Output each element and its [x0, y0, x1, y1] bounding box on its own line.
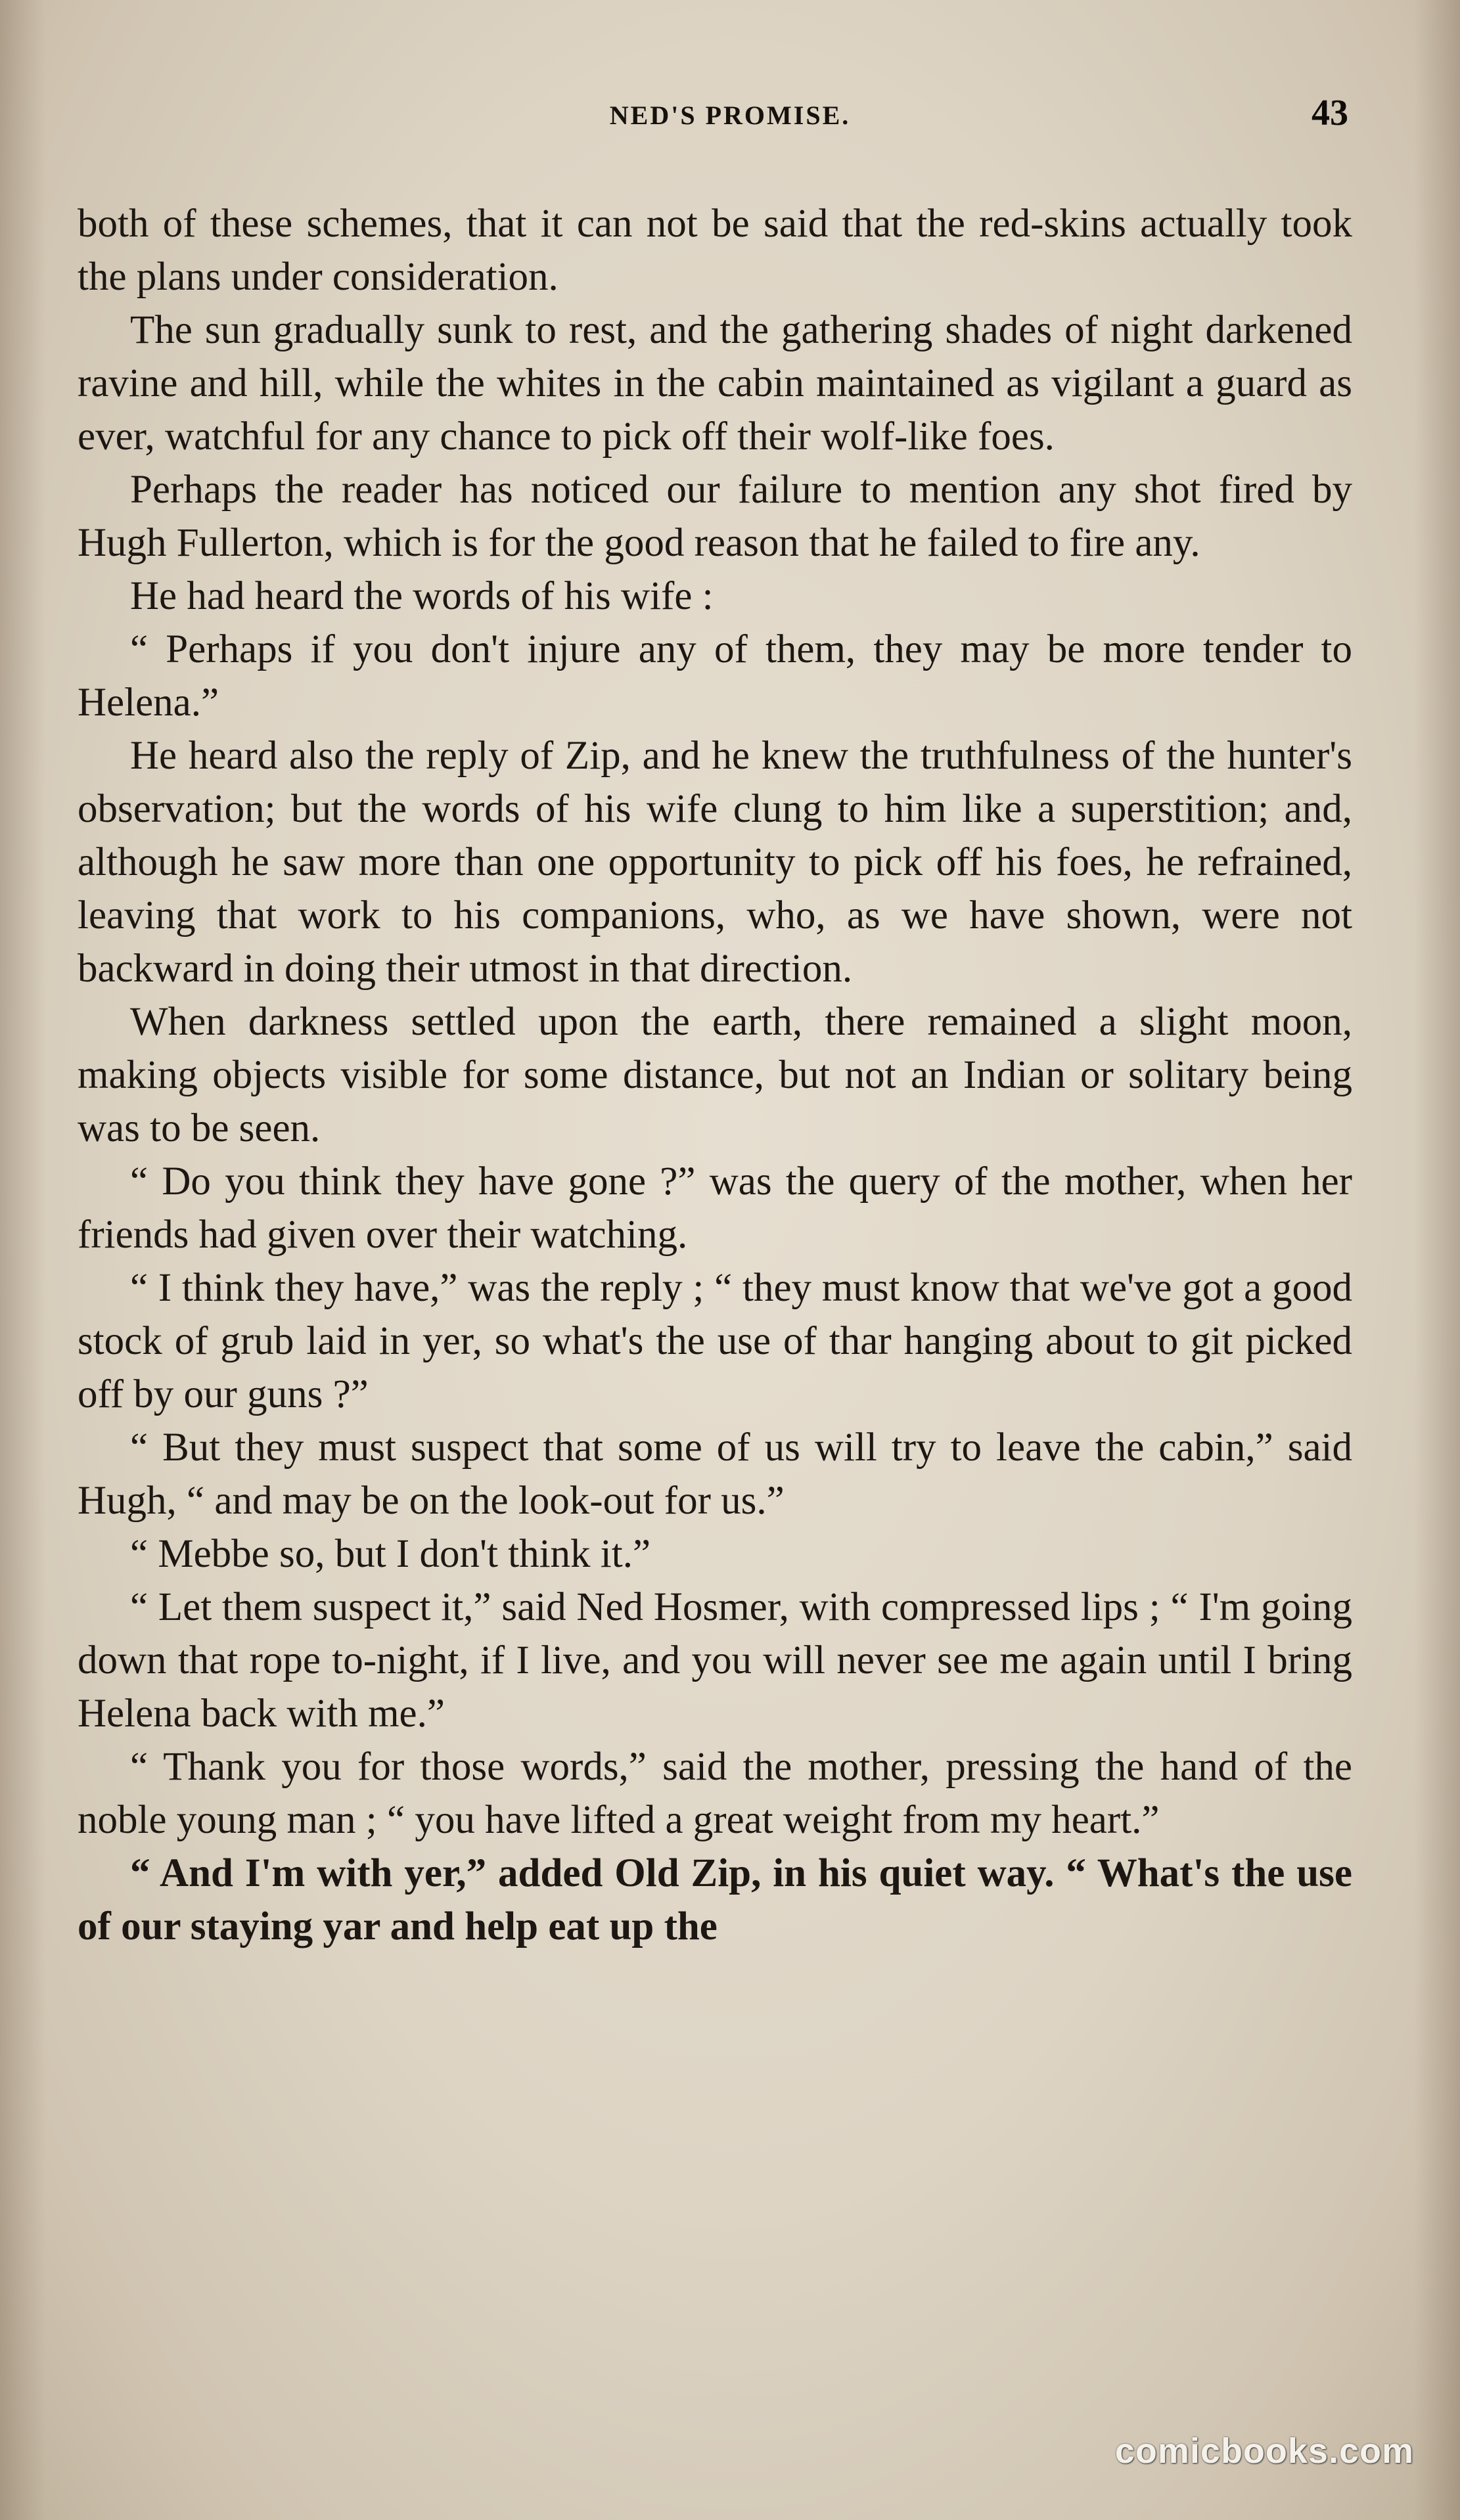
- paragraph: Perhaps the reader has noticed our failure to mention any shot fired by Hugh Fullerton, which is for the good reason that he failed to fire any.: [78, 468, 1352, 565]
- running-head: [0, 92, 1460, 145]
- page-number: 43: [1312, 93, 1348, 133]
- paragraph: “ Let them suspect it,” said Ned Hosmer, with compressed lips ; “ I'm going down that rope to-night, if I live, and you will never see me again until I bring Helena back with me.”: [78, 1585, 1352, 1736]
- paragraph: “ But they must suspect that some of us will try to leave the cabin,” said Hugh, “ and may be on the look-out for us.”: [78, 1426, 1352, 1523]
- watermark: comicbooks.com: [1114, 2431, 1414, 2471]
- paragraph: “ And I'm with yer,” added Old Zip, in his quiet way. “ What's the use of our staying yar and help eat up the: [78, 1851, 1352, 1948]
- page-shadow-left: [0, 0, 46, 2520]
- paragraph: “ Perhaps if you don't injure any of them, they may be more tender to Helena.”: [78, 627, 1352, 725]
- paragraph: He heard also the reply of Zip, and he knew the truthfulness of the hunter's observation; but the words of his wife clung to him like a superstition; and, although he saw more than one opportunity to pick off his foes, he refrained, leaving that work to his companions, who, as we have shown, were not backward in doing their utmost in that direction.: [78, 734, 1352, 991]
- paragraph: “ Thank you for those words,” said the mother, pressing the hand of the noble young man ; “ you have lifted a great weight from my heart.”: [78, 1745, 1352, 1842]
- paragraph: The sun gradually sunk to rest, and the gathering shades of night darkened ravine and hill, while the whites in the cabin maintained as vigilant a guard as ever, watchful for any chance to pick off their wolf-like foes.: [78, 308, 1352, 459]
- paragraph: He had heard the words of his wife :: [130, 574, 714, 618]
- body-text: [78, 197, 1352, 1953]
- paragraph: both of these schemes, that it can not be said that the red-skins actually took the plans under consideration.: [78, 202, 1352, 299]
- paragraph: When darkness settled upon the earth, there remained a slight moon, making objects visible for some distance, but not an Indian or solitary being was to be seen.: [78, 1000, 1352, 1150]
- paragraph: “ Mebbe so, but I don't think it.”: [130, 1532, 651, 1576]
- running-title: NED'S PROMISE.: [609, 101, 851, 130]
- paragraph: “ I think they have,” was the reply ; “ they must know that we've got a good stock of grub laid in yer, so what's the use of thar hanging about to git picked off by our guns ?”: [78, 1266, 1352, 1416]
- paragraph: “ Do you think they have gone ?” was the query of the mother, when her friends had given over their watching.: [78, 1159, 1352, 1257]
- page-shadow-right: [1414, 0, 1460, 2520]
